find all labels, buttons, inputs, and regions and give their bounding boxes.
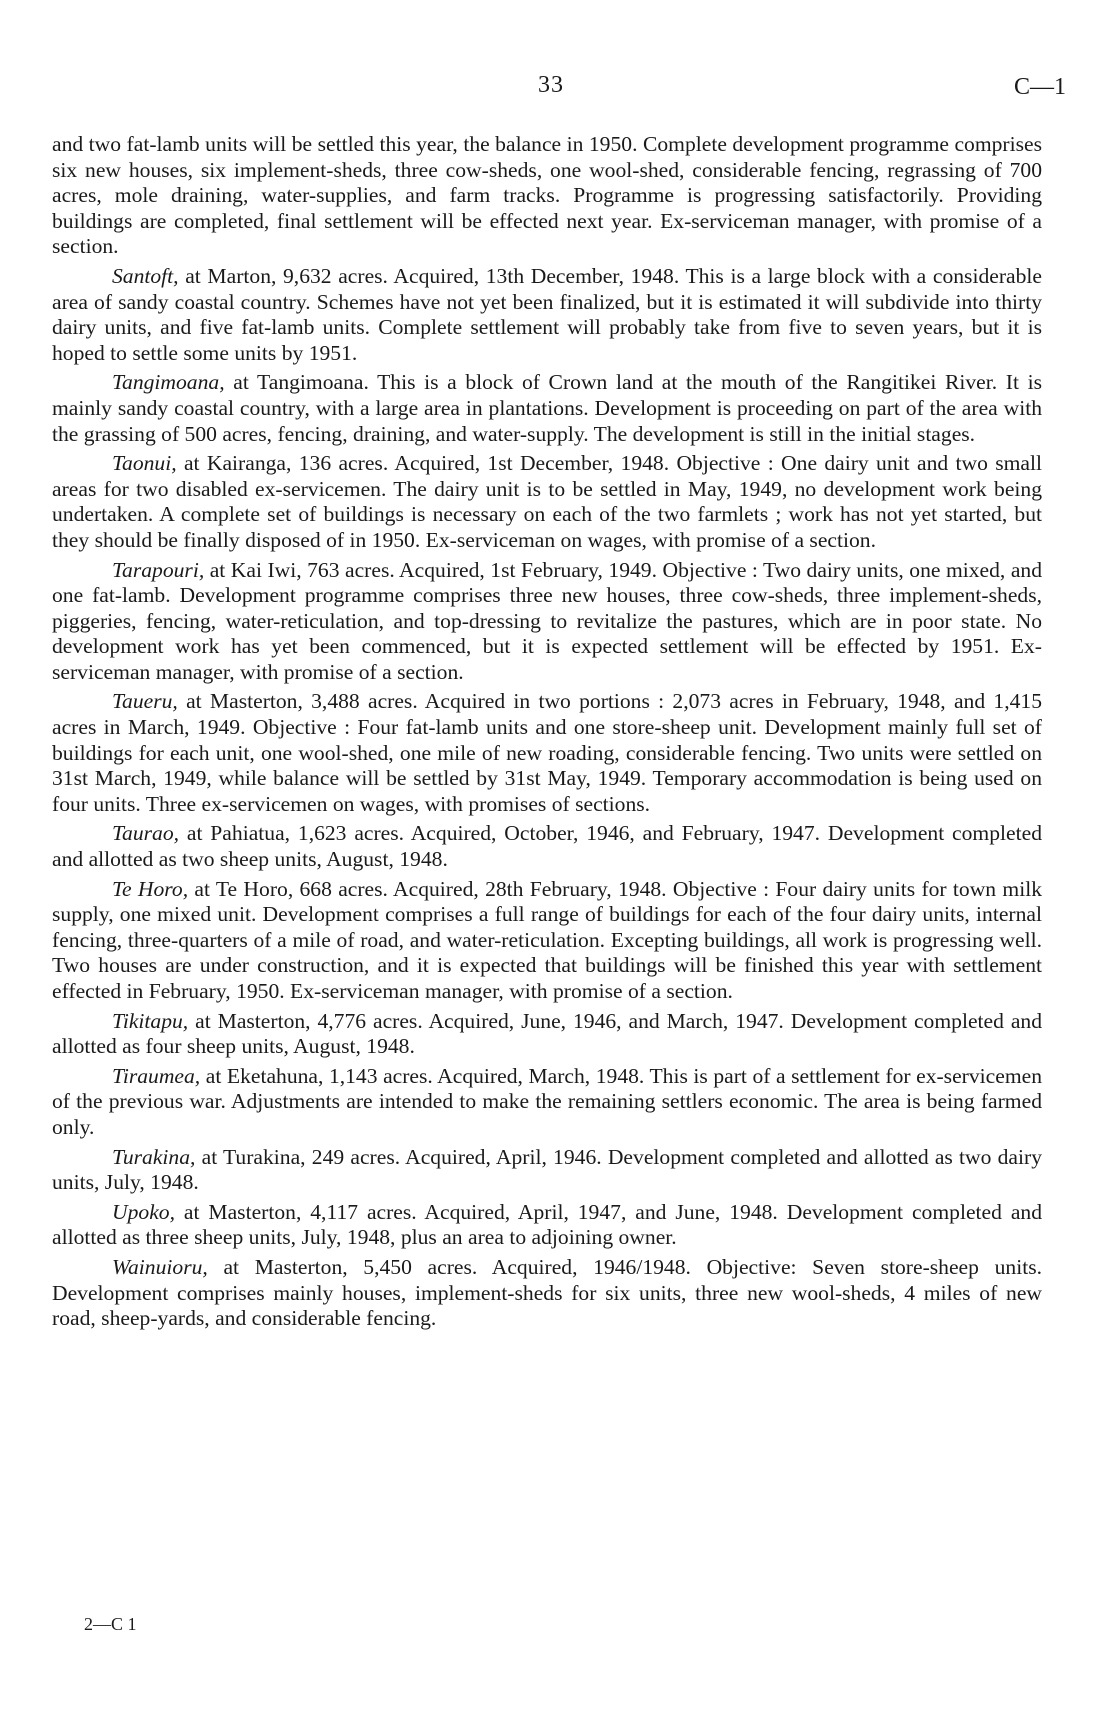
paragraph-tikitapu xyxy=(52,1009,1042,1060)
place-name: Taurao, xyxy=(112,821,180,846)
paragraph-text: at Marton, 9,632 acres. Acquired, 13th December, 1948. This is a large block with a considerable area of sandy coastal country. Schemes have not yet been finalized, but it is estimated it will subdivide into thirty dairy units, and five fat-lamb units. Complete settlement will probably take from five to seven years, but it is hoped to settle some units by 1951. xyxy=(52,263,1042,365)
paragraph-taurao xyxy=(52,821,1042,872)
paragraph-text: and two fat-lamb units will be settled this year, the balance in 1950. Complete development programme comprises six new houses, six implement-sheds, three cow-sheds, one wool-shed, considerable fencing, regrassing of 700 acres, mole draining, water-supplies, and farm tracks. Programme is progressing satisfactorily. Providing buildings are completed, final settlement will be effected next year. Ex-serviceman manager, with promise of a section. xyxy=(52,132,1042,259)
place-name: Taueru, xyxy=(112,689,178,714)
place-name: Tiraumea, xyxy=(112,1063,201,1088)
body-text xyxy=(52,132,1042,1332)
paragraph-te-horo xyxy=(52,877,1042,1005)
paragraph-text: at Masterton, 4,117 acres. Acquired, April, 1947, and June, 1948. Development completed and allotted as three sheep units, July, 1948, plus an area to adjoining owner. xyxy=(52,1199,1042,1250)
paragraph-text: at Pahiatua, 1,623 acres. Acquired, October, 1946, and February, 1947. Development completed and allotted as two sheep units, August, 1948. xyxy=(52,821,1042,872)
place-name: Taonui, xyxy=(112,451,177,476)
paragraph-text: at Masterton, 5,450 acres. Acquired, 1946/1948. Objective: Seven store-sheep units. Development comprises mainly houses, implement-sheds for six units, three new wool-sheds, 4 miles of new road, sheep-yards, and considerable fencing. xyxy=(52,1254,1042,1331)
place-name: Turakina, xyxy=(112,1144,196,1169)
paragraph-tiraumea xyxy=(52,1064,1042,1141)
paragraph-text: at Tangimoana. This is a block of Crown land at the mouth of the Rangitikei River. It is mainly sandy coastal country, with a large area in plantations. Development is proceeding on part of the area with the grassing of 500 acres, fencing, draining, and water-supply. The development is still in the initial stages. xyxy=(52,370,1042,446)
paragraph-taonui xyxy=(52,451,1042,553)
paragraph-taueru xyxy=(52,689,1042,817)
paragraph-text: at Masterton, 4,776 acres. Acquired, June, 1946, and March, 1947. Development completed and allotted as four sheep units, August, 1948. xyxy=(52,1008,1043,1059)
place-name: Te Horo, xyxy=(112,876,189,901)
paragraph-text: at Kai Iwi, 763 acres. Acquired, 1st February, 1949. Objective : Two dairy units, one mixed, and one fat-lamb. Development programme comprises three new houses, three cow-sheds, three implement-sheds, piggeries, fencing, water-reticulation, and top-dressing to revitalize the pastures, which are in poor state. No development work has yet been commenced, but it is expected settlement will be effected by 1951. Ex-serviceman manager, with promise of a section. xyxy=(52,557,1042,684)
paragraph-text: at Te Horo, 668 acres. Acquired, 28th February, 1948. Objective : Four dairy units for town milk supply, one mixed unit. Development comprises a full range of buildings for each of the four dairy units, internal fencing, three-quarters of a mile of road, and water-reticulation. Excepting buildings, all work is progressing well. Two houses are under construction, and it is expected that buildings will be finished this year with settlement effected in February, 1950. Ex-serviceman manager, with promise of a section. xyxy=(52,876,1042,1003)
page-number: 33 xyxy=(538,72,564,98)
paragraph-santoft xyxy=(52,264,1042,366)
paragraph-tangimoana xyxy=(52,370,1042,447)
paragraph-continuation xyxy=(52,132,1042,260)
document-reference: C—1 xyxy=(1014,74,1067,100)
place-name: Tarapouri, xyxy=(112,557,205,582)
paragraph-text: at Masterton, 3,488 acres. Acquired in two portions : 2,073 acres in February, 1948, and 1,415 acres in March, 1949. Objective : Four fat-lamb units and one store-sheep unit. Development mainly full set of buildings for each unit, one wool-shed, one mile of new roading, considerable fencing. Two units were settled on 31st March, 1949, while balance will be settled by 31st May, 1949. Temporary accommodation is being used on four units. Three ex-servicemen on wages, with promises of sections. xyxy=(52,689,1042,816)
place-name: Upoko, xyxy=(112,1199,175,1224)
paragraph-upoko xyxy=(52,1200,1042,1251)
paragraph-text: at Eketahuna, 1,143 acres. Acquired, March, 1948. This is part of a settlement for ex-servicemen of the previous war. Adjustments are intended to make the remaining settlers economic. The area is being farmed only. xyxy=(52,1063,1042,1139)
page-header xyxy=(0,72,1114,112)
paragraph-tarapouri xyxy=(52,558,1042,686)
paragraph-turakina xyxy=(52,1145,1042,1196)
printer-signature-mark: 2—C 1 xyxy=(84,1614,137,1634)
place-name: Wainuioru, xyxy=(112,1254,208,1279)
paragraph-wainuioru xyxy=(52,1255,1042,1332)
place-name: Tangimoana, xyxy=(112,370,225,395)
place-name: Tikitapu, xyxy=(112,1008,189,1033)
paragraph-text: at Turakina, 249 acres. Acquired, April, 1946. Development completed and allotted as two dairy units, July, 1948. xyxy=(52,1144,1042,1195)
paragraph-text: at Kairanga, 136 acres. Acquired, 1st December, 1948. Objective : One dairy unit and two small areas for two disabled ex-servicemen. The dairy unit is to be settled in May, 1949, no development work being undertaken. A complete set of buildings is necessary on each of the two farmlets ; work has not yet started, but they should be finally disposed of in 1950. Ex-serviceman on wages, with promise of a section. xyxy=(52,451,1042,552)
place-name: Santoft, xyxy=(112,263,179,288)
